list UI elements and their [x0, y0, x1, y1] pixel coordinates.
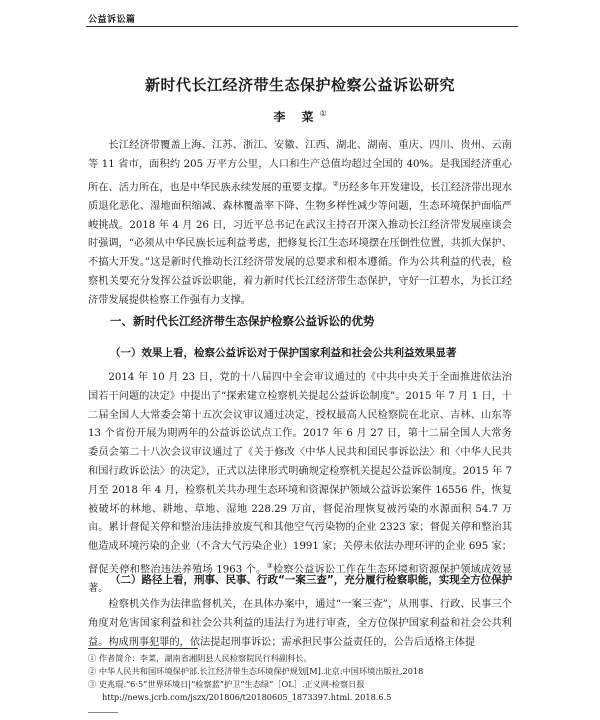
- subsection-heading-2: （二）路径上看，刑事、民事、行政“一案三查”，充分履行检察职能，实现全方位保护: [110, 574, 513, 586]
- footnote-3-url[interactable]: http://news.jcrb.com/jszx/201806/t20180605_1873397.html. 2018.6.5: [102, 692, 392, 702]
- page-title: 新时代长江经济带生态保护检察公益诉讼研究: [144, 76, 455, 94]
- footnote-1-mark: ①: [88, 653, 97, 663]
- footnote-3-mark: ③: [88, 679, 97, 689]
- author-line: [0, 108, 600, 125]
- header-rule: [86, 26, 518, 27]
- intro-paragraph: [88, 137, 512, 311]
- footnote-mark-2[interactable]: ②: [332, 179, 339, 188]
- page-number-stub: [88, 712, 118, 713]
- footnote-rule: [88, 648, 198, 649]
- subsection-2-paragraph: 检察机关作为法律监督机关，在具体办案中，通过“一案三查”，从刑事、行政、民事三个角度对危害国家利益和社会公共利益的违法行为进行审查，全方位保护国家利益和社会公共利益。构成刑事犯罪的，依法提起刑事诉讼；需承担民事公益责任的，公告后适格主体提: [88, 599, 512, 648]
- author-footnote-mark[interactable]: ①: [319, 109, 327, 118]
- subsection-heading-1: （一）效果上看，检察公益诉讼对于保护国家利益和社会公共利益效果显著: [110, 347, 457, 359]
- footnote-1-text: 作者简介：李菜，湖南省湘阴县人民检察院民行科副科长。: [98, 653, 312, 663]
- section-heading-1: 一、新时代长江经济带生态保护检察公益诉讼的优势: [110, 314, 375, 328]
- intro-text-b: 历经多年开发建设，长江经济带出现水质退化恶化、湿地面积缩减、森林覆盖率下降、生物多样性减少等问题，生态环境保护面临严峻挑战。2018 年 4 月 26 日，习近平总书记在武汉主持召开深入推动长江经济带发展座谈会时强调，“必须从中华民族长远利益考虑，把修复长江生态环境摆在压倒性位置，共抓大保护、不搞大开发。”这是新时代推动长江经济带发展的总要求和根本遵循。作为公共利益的代表，检察机关要充分发挥公益诉讼职能，着力新时代长江经济带生态保护，守好一江碧水，为长江经济带发展提供检察工作强有力支撑。: [88, 181, 512, 306]
- footnote-1: [88, 652, 518, 665]
- footnote-2-text: 中华人民共和国环境保护部.长江经济带生态环境保护规划[M].北京:中国环境出版社,2018: [98, 666, 424, 676]
- intro-block: [88, 137, 512, 311]
- footnotes: [88, 652, 518, 704]
- subsection-1-paragraph: [88, 369, 512, 599]
- footnote-3-text: 史兆琨.“6·5”世界环境日|“检察蓝”护卫“生态绿”［OL］.正义网-检察日报: [98, 679, 365, 689]
- intro-text-a: 长江经济带覆盖上海、江苏、浙江、安徽、江西、湖北、湖南、重庆、四川、贵州、云南等 11 省市，面积约 205 万平方公里，人口和生产总值均超过全国的 40%。是我国经济重心所在、活力所在，也是中华民族永续发展的重要支撑。: [88, 140, 512, 193]
- footnote-2-mark: ②: [88, 666, 97, 676]
- footnote-3-continuation[interactable]: [88, 691, 518, 704]
- subsection-2-body: [88, 596, 512, 652]
- subsection-1-text-b: 检察公益诉讼工作在生态环境和资源保护领域成效显著。: [88, 564, 513, 595]
- footnote-3: [88, 678, 518, 691]
- author-name: 李 菜: [273, 110, 320, 124]
- subsection-1-text-a: 2014 年 10 月 23 日，党的十八届四中全会审议通过的《中共中央关于全面推进依法治国若干问题的决定》中提出了“探索建立检察机关提起公益诉讼制度”。2015 年 7 月 1 日，十二届全国人大常委会第十五次会议审议通过决定，授权最高人民检察院在北京、吉林、山东等 13 个省份开展为期两年的公益诉讼试点工作。2017 年 6 月 27 日，第十二届全国人大常务委员会第二十八次会议审议通过了《关于修改〈中华人民共和国民事诉讼法〉和〈中华人民共和国行政诉讼法〉的决定》，正式以法律形式明确规定检察机关提起公益诉讼制度。2015 年 7 月至 2018 年 4 月，检察机关共办理生态环境和资源保护领域公益诉讼案件 16556 件，恢复被破坏的林地、耕地、草地、湿地 228.29 万亩，督促治理恢复被污染的水源面积 54.7 万亩。累计督促关停和整治违法排放废气和其他空气污染物的企业 2323 家；督促关停和整治其他造成环境污染的企业（不含大气污染企业）1991 家；关停未依法办理环评的企业 695 家；督促关停和整治违法养殖场 1963 个。: [88, 372, 512, 576]
- footnote-2: [88, 665, 518, 678]
- running-head: 公益诉讼篇: [88, 15, 136, 25]
- footnote-mark-3[interactable]: ③: [266, 561, 273, 570]
- subsection-1-body: [88, 369, 512, 599]
